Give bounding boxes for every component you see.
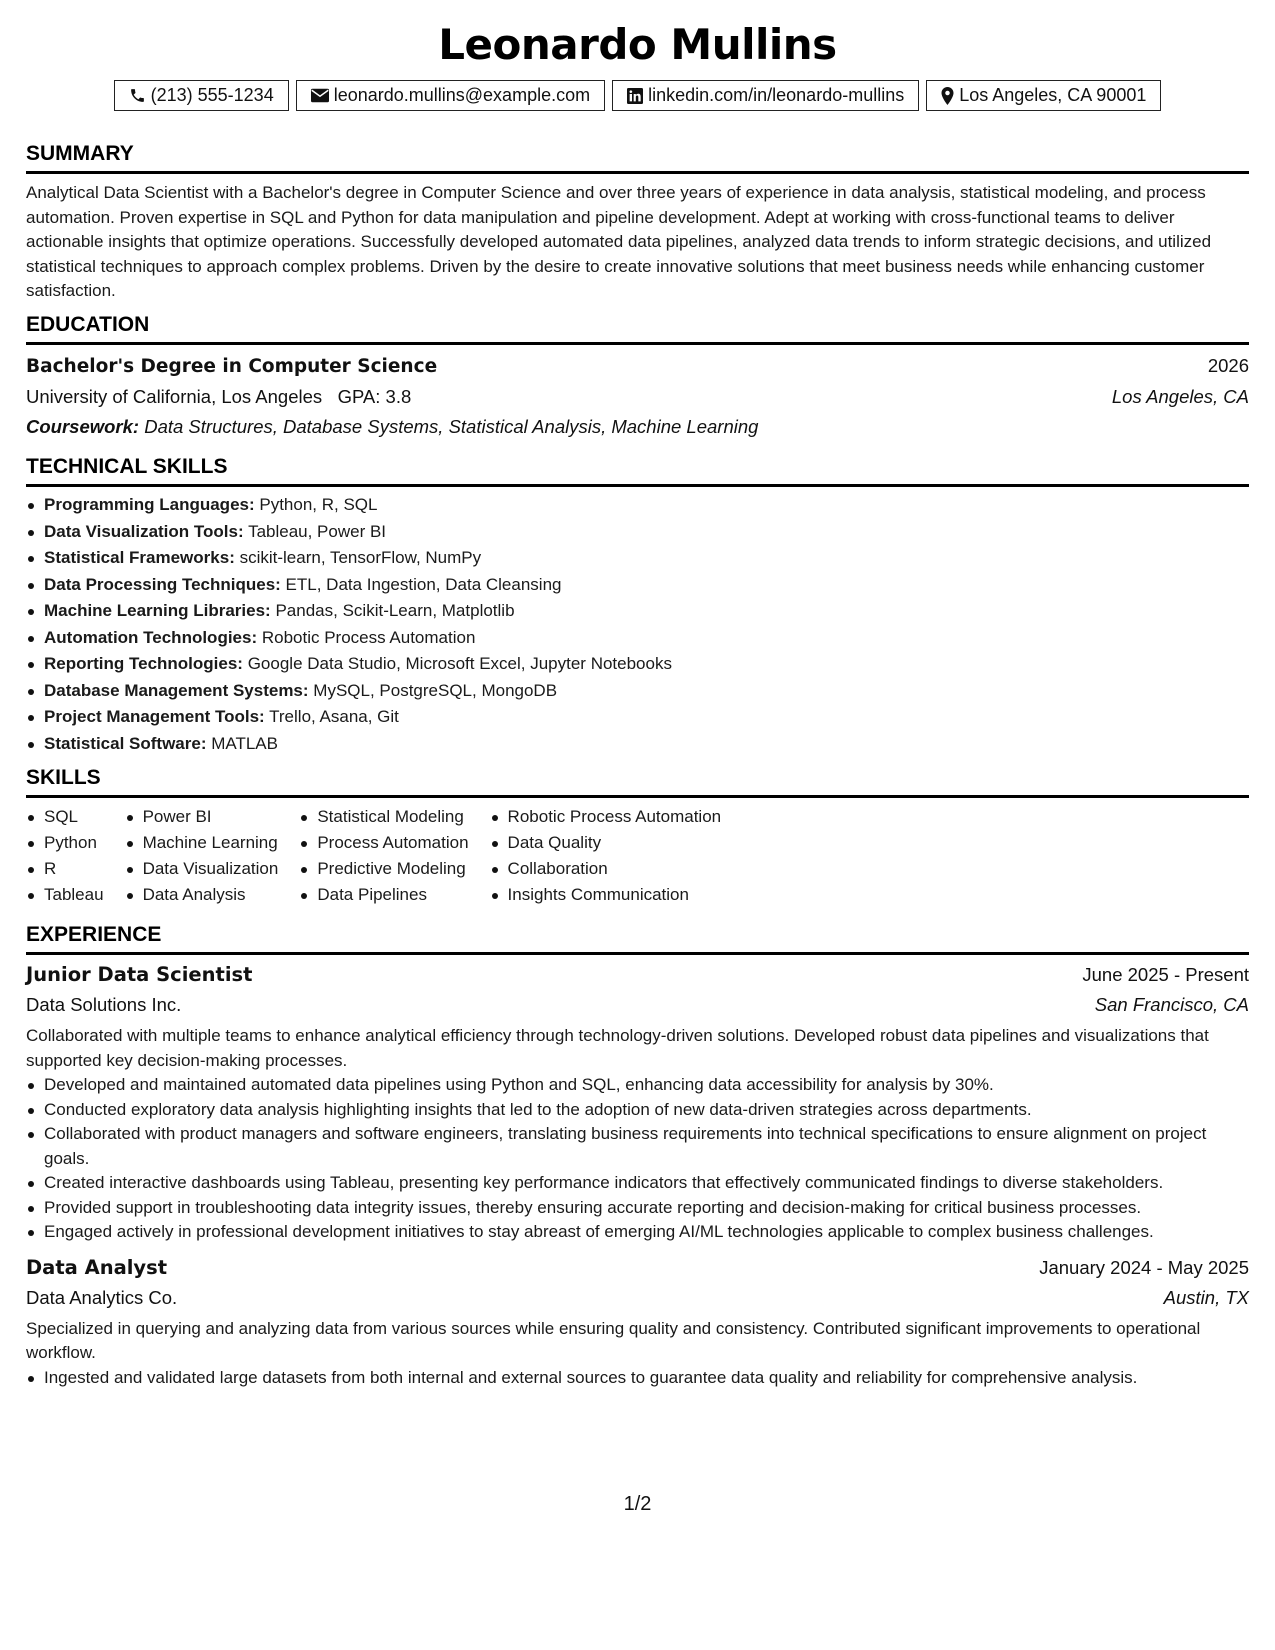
skills-list — [490, 804, 722, 908]
technical-skills-heading: TECHNICAL SKILLS — [26, 454, 1249, 487]
skills-column — [299, 804, 468, 908]
technical-skill-value: Python, R, SQL — [259, 495, 378, 514]
contact-location — [926, 80, 1161, 111]
skills-column — [125, 804, 279, 908]
job-bullet: Collaborated with product managers and software engineers, translating business requirements into technical specifications to ensure alignment on project goals. — [26, 1122, 1249, 1171]
technical-skill-value: scikit-learn, TensorFlow, NumPy — [239, 548, 482, 567]
technical-skills-list — [26, 492, 1249, 757]
job-title: Data Analyst — [26, 1255, 168, 1279]
skills-columns — [26, 804, 1249, 908]
job-summary: Collaborated with multiple teams to enhance analytical efficiency through technology-driven solutions. Developed robust data pipelines and visualizations that supported key decision-making processes. — [26, 1026, 1209, 1070]
job-company-row — [26, 990, 1249, 1020]
school-row — [26, 382, 1249, 412]
skill-item: R — [26, 856, 104, 882]
technical-skill-label: Machine Learning Libraries: — [44, 601, 271, 620]
job-company: Data Analytics Co. — [26, 1286, 178, 1308]
job-bullets — [26, 1366, 1249, 1391]
candidate-name: Leonardo Mullins — [438, 20, 837, 69]
skill-item: SQL — [26, 804, 104, 830]
email-text: leonardo.mullins@example.com — [333, 85, 591, 105]
education-section — [26, 312, 1249, 442]
skill-item: Python — [26, 830, 104, 856]
technical-skill-label: Data Visualization Tools: — [44, 521, 244, 541]
technical-skill-item — [26, 731, 1249, 758]
contact-linkedin[interactable] — [612, 80, 919, 111]
job-dates: June 2025 - Present — [1082, 964, 1249, 985]
graduation-year: 2026 — [1207, 355, 1249, 376]
coursework-line — [26, 412, 1249, 442]
envelope-icon — [311, 88, 329, 103]
degree-title: Bachelor's Degree in Computer Science — [26, 356, 438, 377]
skills-list — [125, 804, 279, 908]
school-name: University of California, Los Angeles — [26, 386, 323, 407]
page-number: 1/2 — [623, 1493, 652, 1515]
technical-skill-value: ETL, Data Ingestion, Data Cleansing — [285, 574, 562, 594]
phone-icon — [129, 87, 146, 104]
technical-skill-item — [26, 678, 1249, 705]
skills-section — [26, 765, 1249, 908]
contact-phone[interactable] — [114, 80, 289, 111]
job-summary: Specialized in querying and analyzing data from various sources while ensuring quality and consistency. Contributed significant improvements to operational workflow. — [26, 1318, 1201, 1362]
technical-skill-item — [26, 572, 1249, 599]
technical-skill-value: Tableau, Power BI — [248, 521, 387, 541]
skills-heading: SKILLS — [26, 765, 1249, 798]
skill-item: Data Quality — [490, 830, 722, 856]
skill-item: Machine Learning — [125, 830, 279, 856]
job-company: Data Solutions Inc. — [26, 994, 182, 1015]
technical-skill-value: MySQL, PostgreSQL, MongoDB — [313, 680, 558, 700]
technical-skill-label: Reporting Technologies: — [44, 654, 243, 673]
linkedin-icon — [627, 88, 643, 104]
job-list — [26, 960, 1249, 1390]
skill-item: Data Pipelines — [299, 882, 468, 908]
technical-skill-item — [26, 598, 1249, 625]
skill-item: Robotic Process Automation — [490, 804, 722, 830]
degree-row — [26, 351, 1249, 382]
skill-item: Collaboration — [490, 856, 722, 882]
contact-row — [0, 80, 1275, 111]
job-bullet: Developed and maintained automated data pipelines using Python and SQL, enhancing data accessibility for analysis by 30%. — [26, 1073, 1249, 1098]
technical-skill-item — [26, 492, 1249, 519]
job-bullet: Engaged actively in professional development initiatives to stay abreast of emerging AI/ML technologies applicable to complex business challenges. — [26, 1220, 1249, 1245]
technical-skill-label: Project Management Tools: — [44, 707, 265, 726]
skill-item: Process Automation — [299, 830, 468, 856]
school-info — [26, 382, 411, 412]
summary-text: Analytical Data Scientist with a Bachelor's degree in Computer Science and over three years of experience in data analysis, statistical modeling, and process automation. Proven expertise in SQL and Python for data manipulation and pipeline development. Adept at working with cross-functional teams to deliver actionable insights that optimize operations. Successfully developed automated data pipelines, analyzed data trends to inform strategic decisions, and utilized statistical techniques to approach complex problems. Driven by the desire to create innovative solutions that meet business needs while enhancing customer satisfaction. — [26, 183, 1212, 300]
job-location: San Francisco, CA — [1094, 994, 1249, 1015]
experience-heading: EXPERIENCE — [26, 922, 1249, 955]
technical-skill-item — [26, 545, 1249, 572]
job-dates: January 2024 - May 2025 — [1039, 1256, 1249, 1278]
skill-item: Data Analysis — [125, 882, 279, 908]
job-company-row — [26, 1283, 1249, 1313]
coursework-label: Coursework: — [26, 416, 140, 437]
job-entry — [26, 1253, 1249, 1391]
linkedin-text: linkedin.com/in/leonardo-mullins — [648, 85, 905, 105]
coursework-list: Data Structures, Database Systems, Statistical Analysis, Machine Learning — [144, 416, 759, 437]
skill-item: Statistical Modeling — [299, 804, 468, 830]
skills-list — [299, 804, 468, 908]
skills-column — [26, 804, 104, 908]
location-pin-icon — [941, 87, 954, 105]
job-entry — [26, 960, 1249, 1245]
gpa: GPA: 3.8 — [337, 386, 412, 407]
technical-skill-value: Trello, Asana, Git — [269, 707, 399, 726]
skill-item: Insights Communication — [490, 882, 722, 908]
technical-skill-label: Statistical Software: — [44, 733, 207, 753]
school-location: Los Angeles, CA — [1111, 386, 1249, 407]
contact-email[interactable] — [296, 80, 605, 111]
education-heading: EDUCATION — [26, 312, 1249, 345]
skills-column — [490, 804, 722, 908]
summary-heading: SUMMARY — [26, 141, 1249, 174]
skill-item: Power BI — [125, 804, 279, 830]
technical-skill-label: Data Processing Techniques: — [44, 574, 281, 594]
technical-skill-label: Database Management Systems: — [44, 680, 309, 700]
experience-section — [26, 922, 1249, 1390]
phone-text: (213) 555-1234 — [150, 85, 274, 105]
skills-list — [26, 804, 104, 908]
skill-item: Tableau — [26, 882, 104, 908]
technical-skills-section — [26, 454, 1249, 757]
job-bullet: Provided support in troubleshooting data integrity issues, thereby ensuring accurate reporting and decision-making for critical business processes. — [26, 1196, 1249, 1221]
job-bullet: Ingested and validated large datasets from both internal and external sources to guarantee data quality and reliability for comprehensive analysis. — [26, 1366, 1249, 1391]
technical-skill-value: Google Data Studio, Microsoft Excel, Jupyter Notebooks — [247, 654, 672, 673]
technical-skill-value: Pandas, Scikit-Learn, Matplotlib — [275, 601, 515, 620]
technical-skill-value: MATLAB — [211, 733, 278, 753]
technical-skill-value: Robotic Process Automation — [261, 627, 476, 647]
job-bullet: Created interactive dashboards using Tableau, presenting key performance indicators that effectively communicated findings to diverse stakeholders. — [26, 1171, 1249, 1196]
job-bullet: Conducted exploratory data analysis highlighting insights that led to the adoption of new data-driven strategies across departments. — [26, 1098, 1249, 1123]
job-title: Junior Data Scientist — [26, 963, 253, 986]
technical-skill-label: Statistical Frameworks: — [44, 548, 235, 567]
technical-skill-label: Automation Technologies: — [44, 627, 258, 647]
job-title-row — [26, 960, 1249, 990]
technical-skill-item — [26, 704, 1249, 731]
technical-skill-label: Programming Languages: — [44, 495, 255, 514]
skill-item: Data Visualization — [125, 856, 279, 882]
location-text: Los Angeles, CA 90001 — [959, 85, 1147, 105]
job-title-row — [26, 1253, 1249, 1283]
summary-section — [26, 141, 1249, 304]
technical-skill-item — [26, 519, 1249, 546]
technical-skill-item — [26, 625, 1249, 652]
job-bullets — [26, 1073, 1249, 1245]
skill-item: Predictive Modeling — [299, 856, 468, 882]
technical-skill-item — [26, 651, 1249, 678]
job-location: Austin, TX — [1163, 1286, 1249, 1308]
